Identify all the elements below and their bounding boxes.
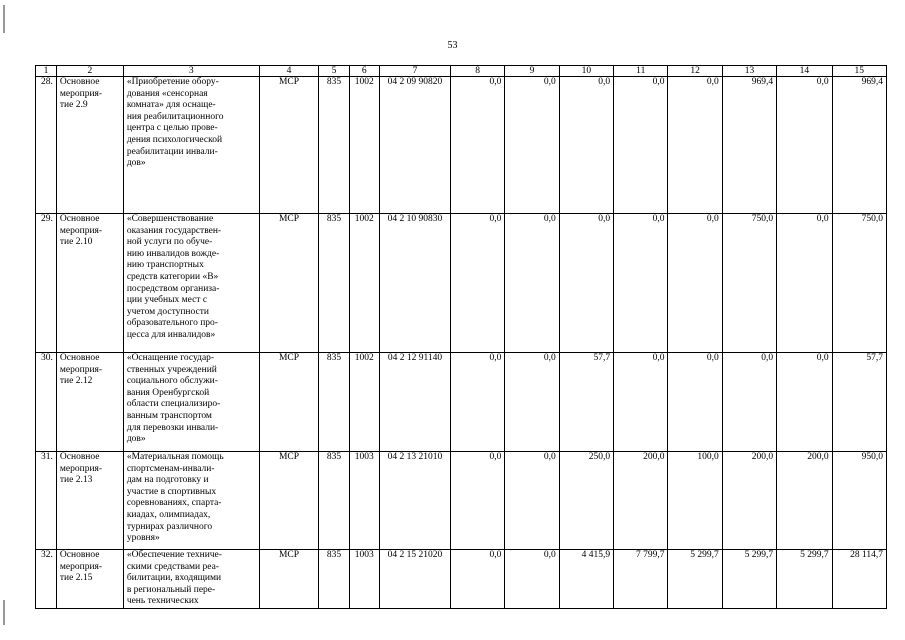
grbs-cell: 835 (319, 452, 349, 550)
value-cell-11: 0,0 (614, 77, 668, 214)
page-number: 53 (447, 40, 458, 51)
executor-cell: МСР (259, 353, 319, 452)
name-cell: «Приобретение обору- дования «сенсорная комната» для оснаще- ния реабилитационного центра с целью прове- дения психологической реабилитации инвали- дов» (123, 77, 259, 214)
executor-cell: МСР (259, 452, 319, 550)
grbs-cell: 835 (319, 353, 349, 452)
value-cell-14: 0,0 (777, 353, 832, 452)
budget-table (35, 65, 887, 609)
csr-cell: 04 2 12 91140 (379, 353, 450, 452)
executor-cell: МСР (259, 214, 319, 353)
value-cell-15: 28 114,7 (832, 550, 886, 609)
rzpr-cell: 1002 (349, 214, 379, 353)
value-cell-12: 0,0 (668, 353, 722, 452)
csr-cell: 04 2 09 90820 (379, 77, 450, 214)
value-cell-11: 200,0 (614, 452, 668, 550)
event-cell: Основное мероприя- тие 2.12 (56, 353, 123, 452)
column-header-3: 3 (123, 66, 259, 77)
column-header-15: 15 (832, 66, 886, 77)
grbs-cell: 835 (319, 77, 349, 214)
value-cell-8: 0,0 (451, 77, 505, 214)
value-cell-13: 5 299,7 (722, 550, 776, 609)
grbs-cell: 835 (319, 550, 349, 609)
rzpr-cell: 1002 (349, 77, 379, 214)
value-cell-12: 5 299,7 (668, 550, 722, 609)
value-cell-9: 0,0 (505, 452, 559, 550)
name-cell: «Обеспечение техниче- скими средствами реа- билитации, входящими в региональный пере- чень технических (123, 550, 259, 609)
event-cell: Основное мероприя- тие 2.10 (56, 214, 123, 353)
value-cell-10: 250,0 (559, 452, 613, 550)
column-header-2: 2 (56, 66, 123, 77)
rzpr-cell: 1003 (349, 452, 379, 550)
value-cell-11: 0,0 (614, 214, 668, 353)
table-row (36, 353, 887, 452)
csr-cell: 04 2 13 21010 (379, 452, 450, 550)
value-cell-10: 0,0 (559, 214, 613, 353)
header-row (36, 66, 887, 77)
name-cell: «Материальная помощь спортсменам-инвали- дам на подготовку и участие в спортивных соревнованиях, спарта- киадах, олимпиадах, турнирах различного уровня» (123, 452, 259, 550)
value-cell-14: 0,0 (777, 77, 832, 214)
value-cell-10: 0,0 (559, 77, 613, 214)
rzpr-cell: 1003 (349, 550, 379, 609)
event-cell: Основное мероприя- тие 2.9 (56, 77, 123, 214)
column-header-4: 4 (259, 66, 319, 77)
column-header-12: 12 (668, 66, 722, 77)
event-cell: Основное мероприя- тие 2.13 (56, 452, 123, 550)
value-cell-13: 969,4 (722, 77, 776, 214)
column-header-10: 10 (559, 66, 613, 77)
value-cell-8: 0,0 (451, 353, 505, 452)
value-cell-8: 0,0 (451, 452, 505, 550)
table-body (36, 77, 887, 609)
value-cell-9: 0,0 (505, 550, 559, 609)
csr-cell: 04 2 10 90830 (379, 214, 450, 353)
value-cell-15: 969,4 (832, 77, 886, 214)
executor-cell: МСР (259, 77, 319, 214)
name-cell: «Совершенствование оказания государствен- ной услуги по обуче- нию инвалидов вожде- нию транспортных средств категории «В» посредством организа- ции учебных мест с учетом доступности образовательного про- цесса для инвалидов» (123, 214, 259, 353)
value-cell-8: 0,0 (451, 214, 505, 353)
value-cell-8: 0,0 (451, 550, 505, 609)
value-cell-9: 0,0 (505, 77, 559, 214)
table-row (36, 214, 887, 353)
csr-cell: 04 2 15 21020 (379, 550, 450, 609)
scan-edge-mark-bottom (3, 600, 5, 625)
value-cell-12: 100,0 (668, 452, 722, 550)
column-header-9: 9 (505, 66, 559, 77)
value-cell-15: 750,0 (832, 214, 886, 353)
value-cell-10: 57,7 (559, 353, 613, 452)
value-cell-15: 950,0 (832, 452, 886, 550)
column-header-13: 13 (722, 66, 776, 77)
value-cell-11: 0,0 (614, 353, 668, 452)
value-cell-13: 0,0 (722, 353, 776, 452)
row-number: 31. (36, 452, 57, 550)
value-cell-14: 5 299,7 (777, 550, 832, 609)
executor-cell: МСР (259, 550, 319, 609)
row-number: 29. (36, 214, 57, 353)
row-number: 32. (36, 550, 57, 609)
event-cell: Основное мероприя- тие 2.15 (56, 550, 123, 609)
value-cell-15: 57,7 (832, 353, 886, 452)
column-header-5: 5 (319, 66, 349, 77)
row-number: 30. (36, 353, 57, 452)
value-cell-14: 0,0 (777, 214, 832, 353)
value-cell-9: 0,0 (505, 214, 559, 353)
table-row (36, 550, 887, 609)
value-cell-9: 0,0 (505, 353, 559, 452)
rzpr-cell: 1002 (349, 353, 379, 452)
table-row (36, 452, 887, 550)
value-cell-14: 200,0 (777, 452, 832, 550)
name-cell: «Оснащение государ- ственных учреждений социального обслужи- вания Оренбургской области специализиро- ванным транспортом для перевозки инвали- дов» (123, 353, 259, 452)
value-cell-11: 7 799,7 (614, 550, 668, 609)
row-number: 28. (36, 77, 57, 214)
column-header-1: 1 (36, 66, 57, 77)
column-header-7: 7 (379, 66, 450, 77)
value-cell-13: 750,0 (722, 214, 776, 353)
value-cell-10: 4 415,9 (559, 550, 613, 609)
column-header-11: 11 (614, 66, 668, 77)
scan-edge-mark-top (3, 5, 5, 33)
column-header-6: 6 (349, 66, 379, 77)
column-header-8: 8 (451, 66, 505, 77)
value-cell-12: 0,0 (668, 214, 722, 353)
value-cell-13: 200,0 (722, 452, 776, 550)
table-row (36, 77, 887, 214)
column-header-14: 14 (777, 66, 832, 77)
grbs-cell: 835 (319, 214, 349, 353)
value-cell-12: 0,0 (668, 77, 722, 214)
